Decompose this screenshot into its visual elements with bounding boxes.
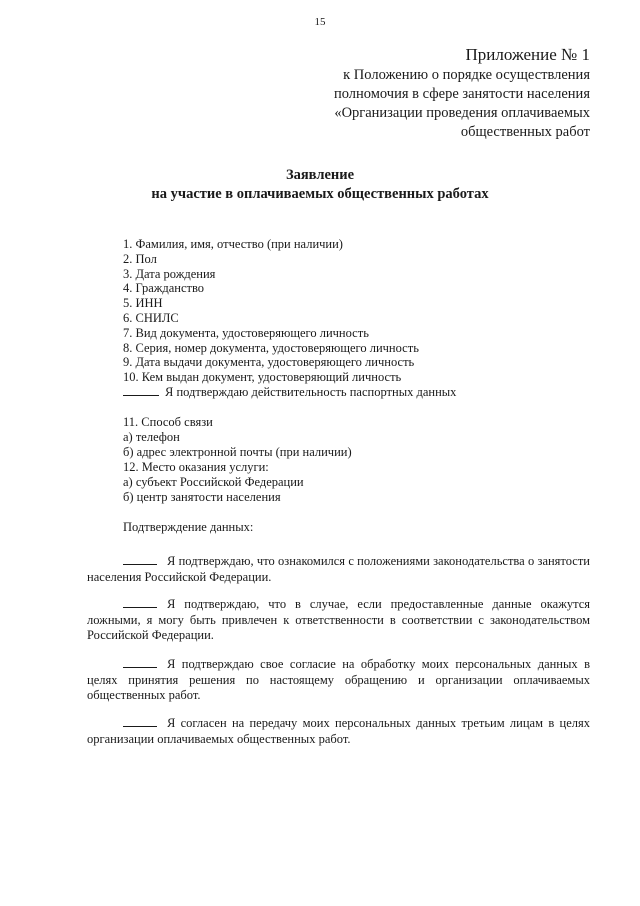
signature-blank[interactable] xyxy=(123,597,157,608)
contact-item: а) телефон xyxy=(123,430,180,444)
confirmation-text: Я подтверждаю свое согласие на обработку моих персональных данных в целях принятия решения по настоящему обращению и организации оплачиваемых общественных работ. xyxy=(87,657,590,702)
contact-section xyxy=(123,415,352,505)
appendix-line: общественных работ xyxy=(460,124,590,140)
field-item: 2. Пол xyxy=(123,251,157,266)
field-item: 6. СНИЛС xyxy=(123,310,179,325)
signature-blank[interactable] xyxy=(123,657,157,668)
field-item: 9. Дата выдачи документа, удостоверяющего личность xyxy=(123,355,415,370)
contact-item: а) субъект Российской Федерации xyxy=(123,475,304,489)
document-title xyxy=(0,166,640,204)
confirm-header: Подтверждение данных: xyxy=(123,520,254,534)
confirmation-paragraph xyxy=(87,716,590,747)
applicant-fields xyxy=(123,237,456,400)
confirmation-text: Я согласен на передачу моих персональных данных третьим лицам в целях организации оплачиваемых общественных работ. xyxy=(87,716,590,746)
appendix-title: Приложение № 1 xyxy=(465,45,590,64)
contact-item: 12. Место оказания услуги: xyxy=(123,460,269,474)
confirmation-text: Я подтверждаю, что в случае, если предоставленные данные окажутся ложными, я могу быть привлечен к ответственности в соответствии с законодательством Российской Федерации. xyxy=(87,597,590,642)
page-number: 15 xyxy=(314,16,326,28)
appendix-line: «Организации проведения оплачиваемых xyxy=(334,105,590,121)
field-item: 10. Кем выдан документ, удостоверяющий личность xyxy=(123,370,402,385)
signature-blank[interactable] xyxy=(123,554,157,565)
confirmation-text: Я подтверждаю, что ознакомился с положениями законодательства о занятости населения Российской Федерации. xyxy=(87,554,590,584)
appendix-header xyxy=(334,44,590,142)
field-item: 8. Серия, номер документа, удостоверяющего личность xyxy=(123,340,419,355)
passport-confirm-row xyxy=(123,385,456,400)
contact-item: 11. Способ связи xyxy=(123,415,213,429)
field-item: 4. Гражданство xyxy=(123,281,205,296)
contact-item: б) адрес электронной почты (при наличии) xyxy=(123,445,352,459)
confirmation-paragraph xyxy=(87,597,590,644)
passport-confirm-text: Я подтверждаю действительность паспортных данных xyxy=(165,384,457,399)
title-line: Заявление xyxy=(285,167,355,183)
field-item: 7. Вид документа, удостоверяющего личность xyxy=(123,325,369,340)
field-item: 1. Фамилия, имя, отчество (при наличии) xyxy=(123,237,343,251)
appendix-line: к Положению о порядке осуществления xyxy=(343,67,590,83)
field-item: 3. Дата рождения xyxy=(123,266,216,281)
field-item: 5. ИНН xyxy=(123,296,163,311)
signature-blank[interactable] xyxy=(123,385,159,396)
signature-blank[interactable] xyxy=(123,716,157,727)
confirmation-paragraph xyxy=(87,554,590,585)
confirmation-paragraph xyxy=(87,657,590,704)
contact-item: б) центр занятости населения xyxy=(123,490,281,504)
title-line: на участие в оплачиваемых общественных работах xyxy=(151,186,489,202)
appendix-line: полномочия в сфере занятости населения xyxy=(333,86,590,102)
